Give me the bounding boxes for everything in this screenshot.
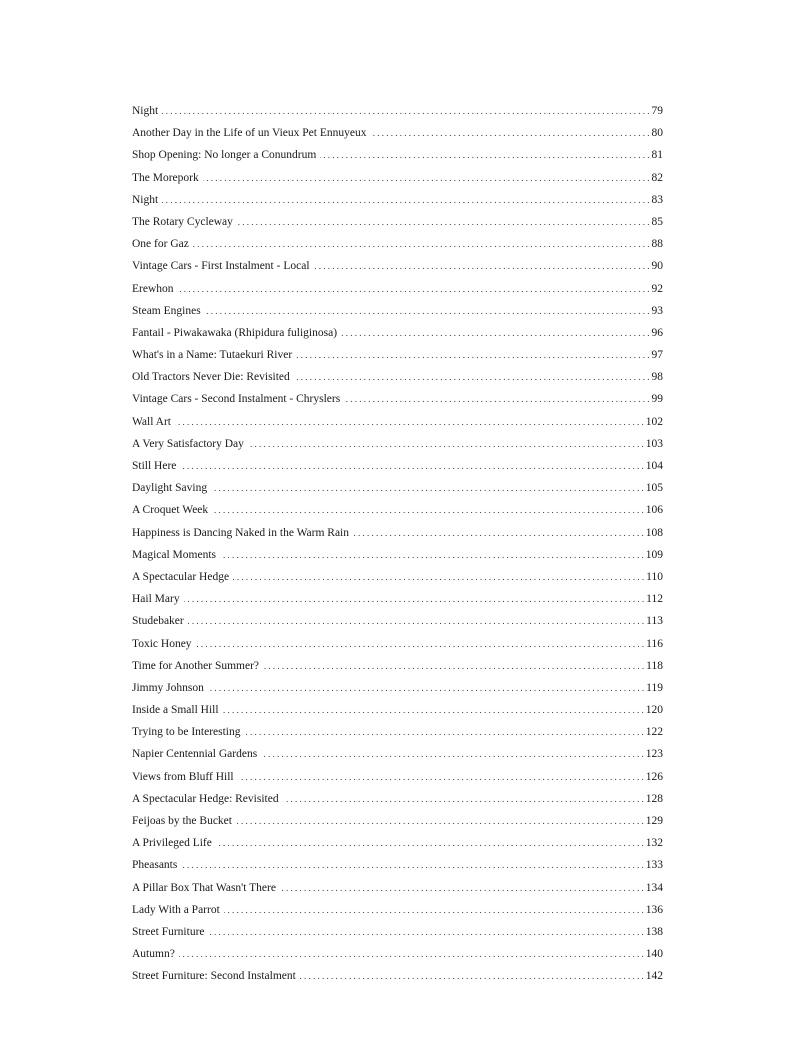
toc-entry[interactable] — [132, 588, 663, 610]
toc-entry-page-number: 81 — [651, 149, 663, 162]
toc-entry-page-number: 129 — [645, 815, 663, 827]
toc-entry[interactable] — [132, 433, 663, 455]
toc-dot-leader — [208, 677, 644, 699]
toc-entry-title: Trying to be Interesting — [132, 726, 241, 739]
toc-entry[interactable] — [132, 854, 663, 876]
toc-entry-title: A Croquet Week — [132, 504, 209, 517]
toc-entry-title: Hail Mary — [132, 593, 180, 606]
toc-entry[interactable] — [132, 965, 663, 987]
toc-entry-title: A Spectacular Hedge — [132, 570, 230, 583]
toc-dot-leader — [223, 699, 644, 721]
toc-entry-page-number: 103 — [645, 437, 663, 450]
toc-entry[interactable] — [132, 566, 663, 588]
toc-entry[interactable] — [132, 677, 663, 699]
toc-dot-leader — [175, 411, 644, 433]
toc-entry[interactable] — [132, 766, 663, 788]
toc-dot-leader — [179, 943, 644, 965]
toc-entry-page-number: 108 — [645, 526, 663, 539]
toc-entry[interactable] — [132, 743, 663, 765]
toc-entry-page-number: 112 — [646, 593, 663, 606]
toc-entry[interactable] — [132, 455, 663, 477]
toc-dot-leader — [283, 788, 644, 810]
toc-entry-title: Toxic Honey — [132, 637, 192, 650]
toc-dot-leader — [181, 854, 643, 876]
toc-entry[interactable] — [132, 211, 663, 233]
toc-entry-page-number: 105 — [645, 482, 663, 495]
toc-entry[interactable] — [132, 366, 663, 388]
toc-entry-title: Street Furniture: Second Instalment — [132, 970, 296, 983]
toc-entry-title: Old Tractors Never Die: Revisited — [132, 371, 290, 384]
toc-dot-leader — [180, 455, 643, 477]
toc-dot-leader — [184, 588, 645, 610]
toc-entry-page-number: 83 — [651, 193, 663, 206]
toc-dot-leader — [314, 255, 650, 277]
toc-entry[interactable] — [132, 477, 663, 499]
toc-dot-leader — [237, 211, 650, 233]
toc-entry[interactable] — [132, 144, 663, 166]
toc-entry-page-number: 128 — [645, 792, 663, 805]
toc-entry[interactable] — [132, 721, 663, 743]
toc-entry-page-number: 122 — [645, 726, 663, 739]
toc-dot-leader — [224, 899, 644, 921]
toc-entry-page-number: 140 — [645, 948, 663, 961]
toc-dot-leader — [238, 766, 644, 788]
toc-entry-title: Street Furniture — [132, 925, 205, 938]
toc-entry-page-number: 106 — [645, 504, 663, 517]
toc-dot-leader — [211, 477, 644, 499]
toc-entry[interactable] — [132, 877, 663, 899]
toc-dot-leader — [205, 300, 650, 322]
toc-entry-page-number: 104 — [645, 460, 663, 472]
toc-dot-leader — [353, 522, 644, 544]
toc-entry-title: Erewhon — [132, 282, 174, 295]
toc-entry-page-number: 142 — [645, 970, 663, 983]
toc-entry[interactable] — [132, 167, 663, 189]
toc-entry[interactable] — [132, 122, 663, 144]
toc-entry[interactable] — [132, 832, 663, 854]
toc-entry-page-number: 119 — [646, 681, 663, 694]
toc-entry-page-number: 93 — [651, 304, 663, 317]
toc-entry-page-number: 99 — [651, 393, 663, 406]
toc-entry[interactable] — [132, 544, 663, 566]
toc-entry-title: Time for Another Summer? — [132, 659, 260, 672]
toc-entry[interactable] — [132, 255, 663, 277]
toc-entry[interactable] — [132, 233, 663, 255]
toc-dot-leader — [296, 344, 649, 366]
toc-entry-title: Magical Moments — [132, 548, 216, 561]
toc-entry-page-number: 98 — [651, 371, 663, 384]
table-of-contents — [132, 100, 663, 988]
toc-dot-leader — [320, 144, 649, 166]
toc-entry[interactable] — [132, 633, 663, 655]
toc-entry-title: The Morepork — [132, 171, 199, 184]
toc-dot-leader — [344, 388, 649, 410]
toc-entry-page-number: 123 — [645, 748, 663, 761]
toc-entry-page-number: 134 — [645, 881, 663, 894]
toc-entry-title: Happiness is Dancing Naked in the Warm Rain — [132, 526, 349, 539]
toc-entry-title: Studebaker — [132, 615, 184, 628]
toc-dot-leader — [261, 743, 644, 765]
toc-entry-title: Vintage Cars - First Instalment - Local — [132, 260, 310, 273]
toc-entry-page-number: 126 — [645, 770, 663, 783]
toc-entry[interactable] — [132, 788, 663, 810]
toc-dot-leader — [209, 921, 644, 943]
toc-entry-title: Steam Engines — [132, 304, 201, 317]
toc-dot-leader — [248, 433, 644, 455]
toc-entry[interactable] — [132, 278, 663, 300]
toc-entry-page-number: 113 — [646, 615, 663, 628]
toc-entry-page-number: 110 — [646, 570, 663, 583]
toc-dot-leader — [193, 233, 650, 255]
toc-entry-page-number: 136 — [645, 903, 663, 916]
toc-entry-title: Napier Centennial Gardens — [132, 748, 258, 761]
toc-entry-title: Lady With a Parrot — [132, 903, 220, 916]
toc-entry[interactable] — [132, 655, 663, 677]
toc-entry-title: One for Gaz — [132, 238, 189, 251]
toc-entry[interactable] — [132, 322, 663, 344]
toc-entry[interactable] — [132, 699, 663, 721]
toc-entry-title: Views from Bluff Hill — [132, 770, 234, 783]
toc-entry-page-number: 102 — [645, 415, 663, 428]
toc-entry-page-number: 133 — [645, 859, 663, 872]
toc-dot-leader — [236, 810, 644, 832]
toc-entry-title: Night — [132, 105, 159, 117]
toc-entry[interactable] — [132, 610, 663, 632]
toc-entry[interactable] — [132, 499, 663, 521]
toc-dot-leader — [178, 278, 650, 300]
toc-dot-leader — [196, 633, 645, 655]
toc-entry-title: A Spectacular Hedge: Revisited — [132, 792, 279, 805]
toc-entry-page-number: 79 — [651, 105, 663, 117]
toc-dot-leader — [220, 544, 644, 566]
toc-entry-title: Feijoas by the Bucket — [132, 815, 232, 827]
toc-entry[interactable] — [132, 921, 663, 943]
toc-entry-title: Wall Art — [132, 415, 171, 428]
toc-entry[interactable] — [132, 899, 663, 921]
toc-entry-title: Autumn? — [132, 948, 175, 961]
toc-dot-leader — [162, 189, 649, 211]
toc-entry-title: Inside a Small Hill — [132, 704, 219, 717]
toc-entry[interactable] — [132, 810, 663, 832]
toc-entry-title: A Very Satisfactory Day — [132, 437, 244, 450]
toc-entry-page-number: 88 — [651, 238, 663, 251]
toc-entry[interactable] — [132, 300, 663, 322]
toc-entry-title: A Pillar Box That Wasn't There — [132, 881, 276, 894]
toc-entry[interactable] — [132, 943, 663, 965]
toc-entry[interactable] — [132, 344, 663, 366]
toc-entry-title: Fantail - Piwakawaka (Rhipidura fuliginosa) — [132, 326, 338, 339]
toc-dot-leader — [280, 877, 644, 899]
toc-entry-title: Still Here — [132, 460, 177, 472]
toc-entry[interactable] — [132, 189, 663, 211]
toc-entry-page-number: 82 — [651, 171, 663, 184]
toc-entry-page-number: 92 — [651, 282, 663, 295]
toc-entry-title: What's in a Name: Tutaekuri River — [132, 349, 293, 362]
toc-dot-leader — [294, 366, 650, 388]
toc-entry-title: Vintage Cars - Second Instalment - Chryslers — [132, 393, 341, 406]
toc-dot-leader — [203, 167, 650, 189]
toc-entry-page-number: 97 — [651, 349, 663, 362]
toc-entry[interactable] — [132, 411, 663, 433]
toc-entry-title: Night — [132, 193, 159, 206]
toc-dot-leader — [233, 566, 644, 588]
toc-entry-title: Jimmy Johnson — [132, 681, 204, 694]
toc-entry-page-number: 90 — [651, 260, 663, 273]
toc-entry-title: Another Day in the Life of un Vieux Pet Ennuyeux — [132, 127, 367, 140]
toc-entry-title: Pheasants — [132, 859, 178, 872]
toc-entry-page-number: 138 — [645, 925, 663, 938]
toc-entry-page-number: 132 — [645, 837, 663, 850]
toc-entry-page-number: 80 — [651, 127, 663, 140]
toc-dot-leader — [162, 100, 649, 122]
toc-entry-title: Shop Opening: No longer a Conundrum — [132, 149, 317, 162]
toc-entry-page-number: 118 — [646, 659, 663, 672]
toc-entry-page-number: 116 — [646, 637, 663, 650]
toc-entry-page-number: 96 — [651, 326, 663, 339]
toc-dot-leader — [263, 655, 644, 677]
toc-dot-leader — [212, 499, 644, 521]
toc-entry[interactable] — [132, 522, 663, 544]
toc-entry-title: A Privileged Life — [132, 837, 212, 850]
toc-dot-leader — [370, 122, 649, 144]
toc-entry-page-number: 109 — [645, 548, 663, 561]
toc-dot-leader — [245, 721, 644, 743]
toc-dot-leader — [188, 610, 644, 632]
toc-entry-page-number: 85 — [651, 215, 663, 228]
toc-entry-page-number: 120 — [645, 704, 663, 717]
toc-entry-title: The Rotary Cycleway — [132, 215, 233, 228]
toc-dot-leader — [341, 322, 649, 344]
toc-entry[interactable] — [132, 100, 663, 122]
toc-entry[interactable] — [132, 388, 663, 410]
toc-dot-leader — [300, 965, 644, 987]
toc-dot-leader — [216, 832, 644, 854]
toc-entry-title: Daylight Saving — [132, 482, 208, 495]
